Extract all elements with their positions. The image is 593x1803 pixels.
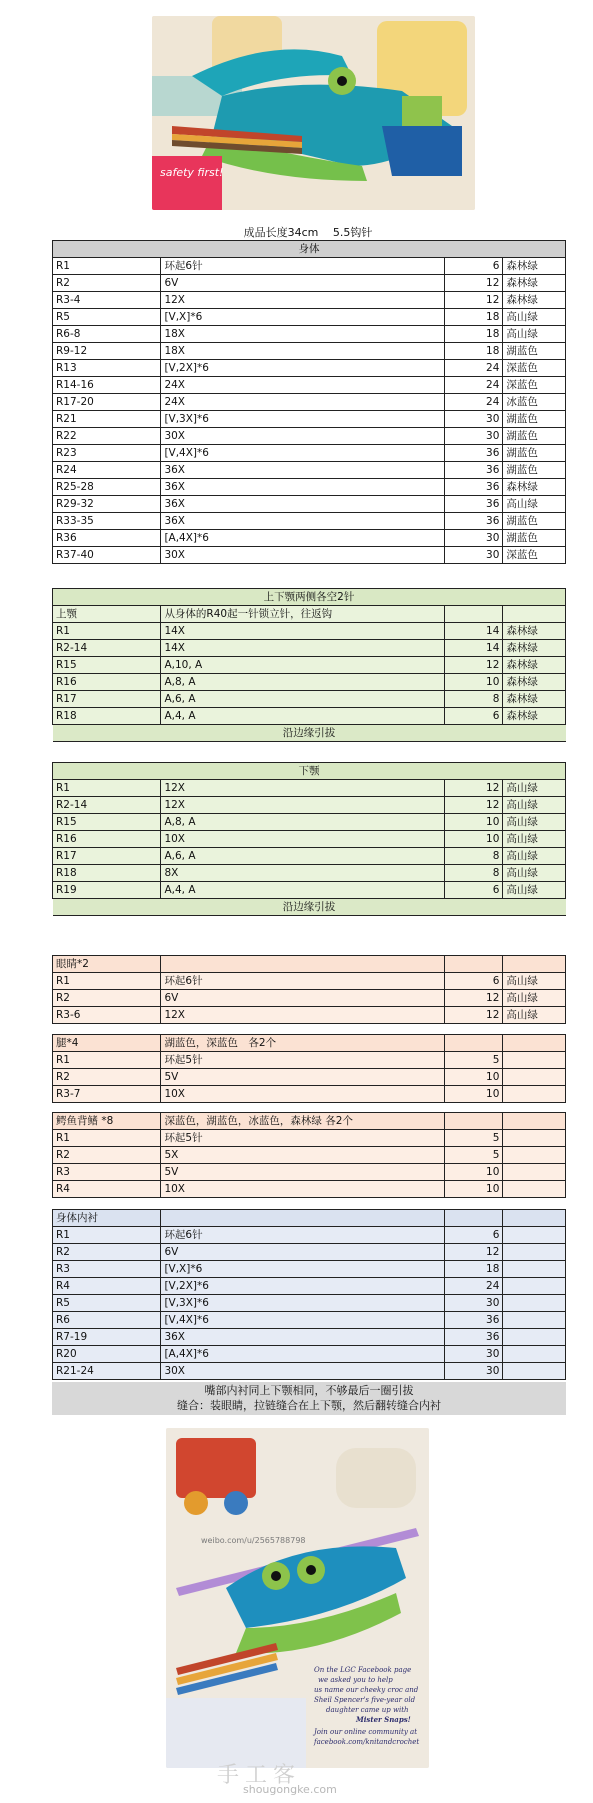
project-caption: 成品长度34cm 5.5钩针 [243,226,373,239]
lower-jaw-count: 8 [445,865,503,882]
body-stitches: 36X [161,496,445,513]
side-text-8: facebook.com/knitandcrochet [314,1738,420,1746]
body-round: R17-20 [53,394,161,411]
body-color: 湖蓝色 [503,411,566,428]
body-row [53,428,566,445]
crocodile-illustration [152,16,475,210]
lining-round: R5 [53,1295,161,1312]
fins-color [503,1181,566,1198]
body-count: 12 [445,292,503,309]
side-text-6: Mister Snaps! [356,1715,411,1724]
upper-jaw-subhead-color [503,606,566,623]
body-stitches: 36X [161,462,445,479]
body-color: 深蓝色 [503,360,566,377]
body-round: R24 [53,462,161,479]
lining-stitches: [V,3X]*6 [161,1295,445,1312]
body-round: R36 [53,530,161,547]
lower-jaw-count: 10 [445,831,503,848]
eyes-color: 高山绿 [503,990,566,1007]
body-color: 深蓝色 [503,547,566,564]
legs-count: 5 [445,1052,503,1069]
body-count: 30 [445,547,503,564]
lining-title: 身体内衬 [53,1210,161,1227]
upper-jaw-count: 8 [445,691,503,708]
upper-jaw-title: 上下颚两侧各空2针 [53,589,566,606]
lining-count: 18 [445,1261,503,1278]
fins-title: 鳄鱼背鳍 *8 [53,1113,161,1130]
body-color: 湖蓝色 [503,343,566,360]
body-round: R6-8 [53,326,161,343]
lower-jaw-color: 高山绿 [503,865,566,882]
body-row [53,258,566,275]
legs-stitches: 5V [161,1069,445,1086]
lower-jaw-stitches: 12X [161,797,445,814]
lower-jaw-stitches: 8X [161,865,445,882]
upper-jaw-table [52,588,566,742]
upper-jaw-row [53,623,566,640]
fins-count: 10 [445,1181,503,1198]
upper-jaw-round: R15 [53,657,161,674]
eyes-round: R3-6 [53,1007,161,1024]
body-count: 36 [445,462,503,479]
lining-round: R7-19 [53,1329,161,1346]
body-row [53,377,566,394]
eyes-stitches: 6V [161,990,445,1007]
lower-jaw-row [53,848,566,865]
body-color: 湖蓝色 [503,445,566,462]
body-color: 高山绿 [503,309,566,326]
lower-jaw-row [53,831,566,848]
fins-round: R1 [53,1130,161,1147]
body-row [53,292,566,309]
lining-color [503,1244,566,1261]
side-text-1: On the LGC Facebook page [314,1666,412,1674]
lining-row [53,1261,566,1278]
lower-jaw-table [52,762,566,916]
upper-jaw-stitches: A,4, A [161,708,445,725]
body-round: R23 [53,445,161,462]
site-logo-stamp: 手工客 [217,1763,302,1788]
upper-jaw-round: R18 [53,708,161,725]
eyes-count: 12 [445,1007,503,1024]
lower-jaw-round: R17 [53,848,161,865]
upper-jaw-row [53,674,566,691]
body-row [53,394,566,411]
lower-jaw-round: R16 [53,831,161,848]
fins-color [503,1164,566,1181]
fins-color [503,1147,566,1164]
upper-jaw-round: R17 [53,691,161,708]
body-row [53,496,566,513]
lining-count: 36 [445,1312,503,1329]
body-color: 森林绿 [503,258,566,275]
legs-note: 湖蓝色，深蓝色 各2个 [161,1035,445,1052]
fins-count: 10 [445,1164,503,1181]
lining-stitches: 30X [161,1363,445,1380]
body-stitches: 36X [161,479,445,496]
lining-color [503,1346,566,1363]
upper-jaw-count: 12 [445,657,503,674]
legs-color [503,1069,566,1086]
eyes-stitches: 12X [161,1007,445,1024]
body-row [53,530,566,547]
upper-jaw-footer: 沿边缘引拔 [53,725,566,742]
legs-stitches: 10X [161,1086,445,1103]
body-stitches: 环起6针 [161,258,445,275]
body-count: 24 [445,394,503,411]
upper-jaw-round: R1 [53,623,161,640]
side-text-3: us name our cheeky croc and [314,1686,419,1694]
upper-jaw-color: 森林绿 [503,691,566,708]
bottom-crocodile-photo [166,1428,429,1768]
legs-count: 10 [445,1086,503,1103]
body-count: 12 [445,275,503,292]
fins-stitches: 5V [161,1164,445,1181]
body-color: 湖蓝色 [503,462,566,479]
fins-color [503,1130,566,1147]
eyes-table [52,955,566,1024]
lower-jaw-row [53,797,566,814]
body-color: 森林绿 [503,479,566,496]
body-count: 6 [445,258,503,275]
body-row [53,513,566,530]
body-count: 30 [445,428,503,445]
body-row [53,547,566,564]
eyes-title: 眼睛*2 [53,956,161,973]
body-round: R22 [53,428,161,445]
body-color: 湖蓝色 [503,530,566,547]
upper-jaw-round: R2-14 [53,640,161,657]
body-round: R2 [53,275,161,292]
body-table-title: 身体 [53,241,566,258]
upper-jaw-round: R16 [53,674,161,691]
body-stitches: 36X [161,513,445,530]
lower-jaw-row [53,780,566,797]
body-stitches: 6V [161,275,445,292]
lower-jaw-stitches: 10X [161,831,445,848]
weibo-watermark: weibo.com/u/2565788798 [201,1536,306,1545]
body-round: R33-35 [53,513,161,530]
lining-table [52,1209,566,1380]
top-crocodile-photo [152,16,475,210]
lower-jaw-round: R2-14 [53,797,161,814]
body-stitches: 24X [161,377,445,394]
lining-color [503,1261,566,1278]
body-count: 36 [445,445,503,462]
eyes-color: 高山绿 [503,1007,566,1024]
fins-count: 5 [445,1147,503,1164]
upper-jaw-count: 10 [445,674,503,691]
body-row [53,343,566,360]
body-color: 高山绿 [503,326,566,343]
upper-jaw-count: 6 [445,708,503,725]
upper-jaw-stitches: A,6, A [161,691,445,708]
fins-stitches: 5X [161,1147,445,1164]
side-text-7: Join our online community at [314,1728,418,1736]
lining-round: R21-24 [53,1363,161,1380]
lower-jaw-stitches: 12X [161,780,445,797]
body-count: 36 [445,496,503,513]
legs-stitches: 环起5针 [161,1052,445,1069]
body-round: R1 [53,258,161,275]
lower-jaw-count: 12 [445,797,503,814]
upper-jaw-color: 森林绿 [503,708,566,725]
lining-count: 24 [445,1278,503,1295]
body-row [53,462,566,479]
body-color: 森林绿 [503,275,566,292]
body-row [53,360,566,377]
lining-count: 30 [445,1346,503,1363]
lower-jaw-round: R18 [53,865,161,882]
lining-row [53,1312,566,1329]
body-count: 30 [445,411,503,428]
upper-jaw-color: 森林绿 [503,657,566,674]
lining-count: 6 [445,1227,503,1244]
fins-count: 5 [445,1130,503,1147]
lining-round: R1 [53,1227,161,1244]
body-pattern-table [52,240,566,564]
lower-jaw-row [53,882,566,899]
legs-count: 10 [445,1069,503,1086]
lining-count: 12 [445,1244,503,1261]
lining-stitches: 环起6针 [161,1227,445,1244]
upper-jaw-row [53,657,566,674]
side-text-2: we asked you to help [318,1676,393,1684]
eyes-row [53,973,566,990]
lower-jaw-count: 6 [445,882,503,899]
lining-color [503,1363,566,1380]
eyes-count: 12 [445,990,503,1007]
lower-jaw-title: 下颚 [53,763,566,780]
upper-jaw-stitches: A,10, A [161,657,445,674]
lining-stitches: [A,4X]*6 [161,1346,445,1363]
body-stitches: [V,2X]*6 [161,360,445,377]
lower-jaw-color: 高山绿 [503,882,566,899]
upper-jaw-count: 14 [445,640,503,657]
lining-color [503,1329,566,1346]
lining-stitches: [V,X]*6 [161,1261,445,1278]
lining-row [53,1244,566,1261]
body-count: 30 [445,530,503,547]
body-stitches: 18X [161,343,445,360]
safety-badge-text: safety first! [160,166,224,179]
body-stitches: 18X [161,326,445,343]
body-round: R14-16 [53,377,161,394]
body-color: 湖蓝色 [503,428,566,445]
upper-jaw-stitches: A,8, A [161,674,445,691]
lining-count: 30 [445,1295,503,1312]
body-stitches: [A,4X]*6 [161,530,445,547]
lower-jaw-color: 高山绿 [503,780,566,797]
lower-jaw-color: 高山绿 [503,848,566,865]
lower-jaw-count: 12 [445,780,503,797]
body-round: R37-40 [53,547,161,564]
lining-count: 36 [445,1329,503,1346]
lining-row [53,1227,566,1244]
lining-row [53,1329,566,1346]
legs-row [53,1069,566,1086]
lower-jaw-round: R19 [53,882,161,899]
eyes-color: 高山绿 [503,973,566,990]
body-stitches: [V,X]*6 [161,309,445,326]
lining-round: R20 [53,1346,161,1363]
body-color: 深蓝色 [503,377,566,394]
body-count: 18 [445,309,503,326]
fins-row [53,1130,566,1147]
body-round: R3-4 [53,292,161,309]
lining-color [503,1295,566,1312]
body-stitches: 30X [161,547,445,564]
body-count: 36 [445,513,503,530]
lower-jaw-color: 高山绿 [503,831,566,848]
body-row [53,479,566,496]
lining-count: 30 [445,1363,503,1380]
safety-badge [152,156,222,210]
legs-color [503,1052,566,1069]
body-count: 18 [445,343,503,360]
body-stitches: 12X [161,292,445,309]
lining-row [53,1278,566,1295]
side-text-4: Sheil Spencer's five-year old [314,1696,416,1704]
fins-row [53,1164,566,1181]
eyes-stitches: 环起6针 [161,973,445,990]
notes-line-2: 缝合：装眼睛，拉链缝合在上下颚，然后翻转缝合内衬 [177,1399,441,1412]
crocodile-pencil-case-illustration [166,1428,429,1768]
body-stitches: 30X [161,428,445,445]
lining-stitches: 36X [161,1329,445,1346]
body-row [53,309,566,326]
lining-stitches: [V,4X]*6 [161,1312,445,1329]
body-count: 24 [445,360,503,377]
lining-row [53,1363,566,1380]
legs-round: R2 [53,1069,161,1086]
eyes-count: 6 [445,973,503,990]
lower-jaw-color: 高山绿 [503,797,566,814]
body-round: R21 [53,411,161,428]
body-round: R9-12 [53,343,161,360]
lower-jaw-row [53,865,566,882]
fins-stitches: 环起5针 [161,1130,445,1147]
upper-jaw-subhead-label: 上颚 [53,606,161,623]
lower-jaw-count: 10 [445,814,503,831]
lining-stitches: [V,2X]*6 [161,1278,445,1295]
eyes-round: R1 [53,973,161,990]
body-round: R29-32 [53,496,161,513]
body-color: 森林绿 [503,292,566,309]
upper-jaw-count: 14 [445,623,503,640]
body-round: R13 [53,360,161,377]
legs-color [503,1086,566,1103]
lining-round: R4 [53,1278,161,1295]
upper-jaw-subhead-count [445,606,503,623]
body-row [53,326,566,343]
body-stitches: [V,3X]*6 [161,411,445,428]
lining-stitches: 6V [161,1244,445,1261]
lower-jaw-footer: 沿边缘引拔 [53,899,566,916]
lining-color [503,1312,566,1329]
lower-jaw-stitches: A,8, A [161,814,445,831]
upper-jaw-color: 森林绿 [503,623,566,640]
body-stitches: [V,4X]*6 [161,445,445,462]
site-url-stamp: shougongke.com [243,1783,337,1796]
lower-jaw-count: 8 [445,848,503,865]
lower-jaw-round: R15 [53,814,161,831]
upper-jaw-row [53,640,566,657]
lining-color [503,1278,566,1295]
body-color: 湖蓝色 [503,513,566,530]
lower-jaw-stitches: A,4, A [161,882,445,899]
body-round: R25-28 [53,479,161,496]
notes-line-1: 嘴部内衬同上下颚相同，不够最后一圈引拔 [204,1384,414,1397]
eyes-round: R2 [53,990,161,1007]
lining-row [53,1295,566,1312]
upper-jaw-subhead-note: 从身体的R40起一针锁立针，往返钩 [161,606,445,623]
upper-jaw-color: 森林绿 [503,674,566,691]
upper-jaw-color: 森林绿 [503,640,566,657]
lining-round: R3 [53,1261,161,1278]
fins-row [53,1181,566,1198]
body-color: 冰蓝色 [503,394,566,411]
upper-jaw-row [53,708,566,725]
upper-jaw-stitches: 14X [161,623,445,640]
body-color: 高山绿 [503,496,566,513]
lower-jaw-round: R1 [53,780,161,797]
body-row [53,275,566,292]
legs-table [52,1034,566,1103]
lining-row [53,1346,566,1363]
body-count: 24 [445,377,503,394]
eyes-row [53,1007,566,1024]
body-row [53,411,566,428]
fins-round: R4 [53,1181,161,1198]
lower-jaw-row [53,814,566,831]
fins-table [52,1112,566,1198]
fins-row [53,1147,566,1164]
eyes-row [53,990,566,1007]
side-text-5: daughter came up with [326,1706,409,1714]
lining-round: R6 [53,1312,161,1329]
lower-jaw-stitches: A,6, A [161,848,445,865]
fins-round: R3 [53,1164,161,1181]
fins-round: R2 [53,1147,161,1164]
body-row [53,445,566,462]
fins-note: 深蓝色，湖蓝色，冰蓝色，森林绿 各2个 [161,1113,445,1130]
legs-row [53,1052,566,1069]
body-stitches: 24X [161,394,445,411]
lining-round: R2 [53,1244,161,1261]
body-round: R5 [53,309,161,326]
lower-jaw-color: 高山绿 [503,814,566,831]
lining-color [503,1227,566,1244]
legs-row [53,1086,566,1103]
legs-round: R1 [53,1052,161,1069]
fins-stitches: 10X [161,1181,445,1198]
body-count: 18 [445,326,503,343]
assembly-notes [52,1382,566,1415]
legs-round: R3-7 [53,1086,161,1103]
upper-jaw-row [53,691,566,708]
upper-jaw-stitches: 14X [161,640,445,657]
body-count: 36 [445,479,503,496]
legs-title: 腿*4 [53,1035,161,1052]
